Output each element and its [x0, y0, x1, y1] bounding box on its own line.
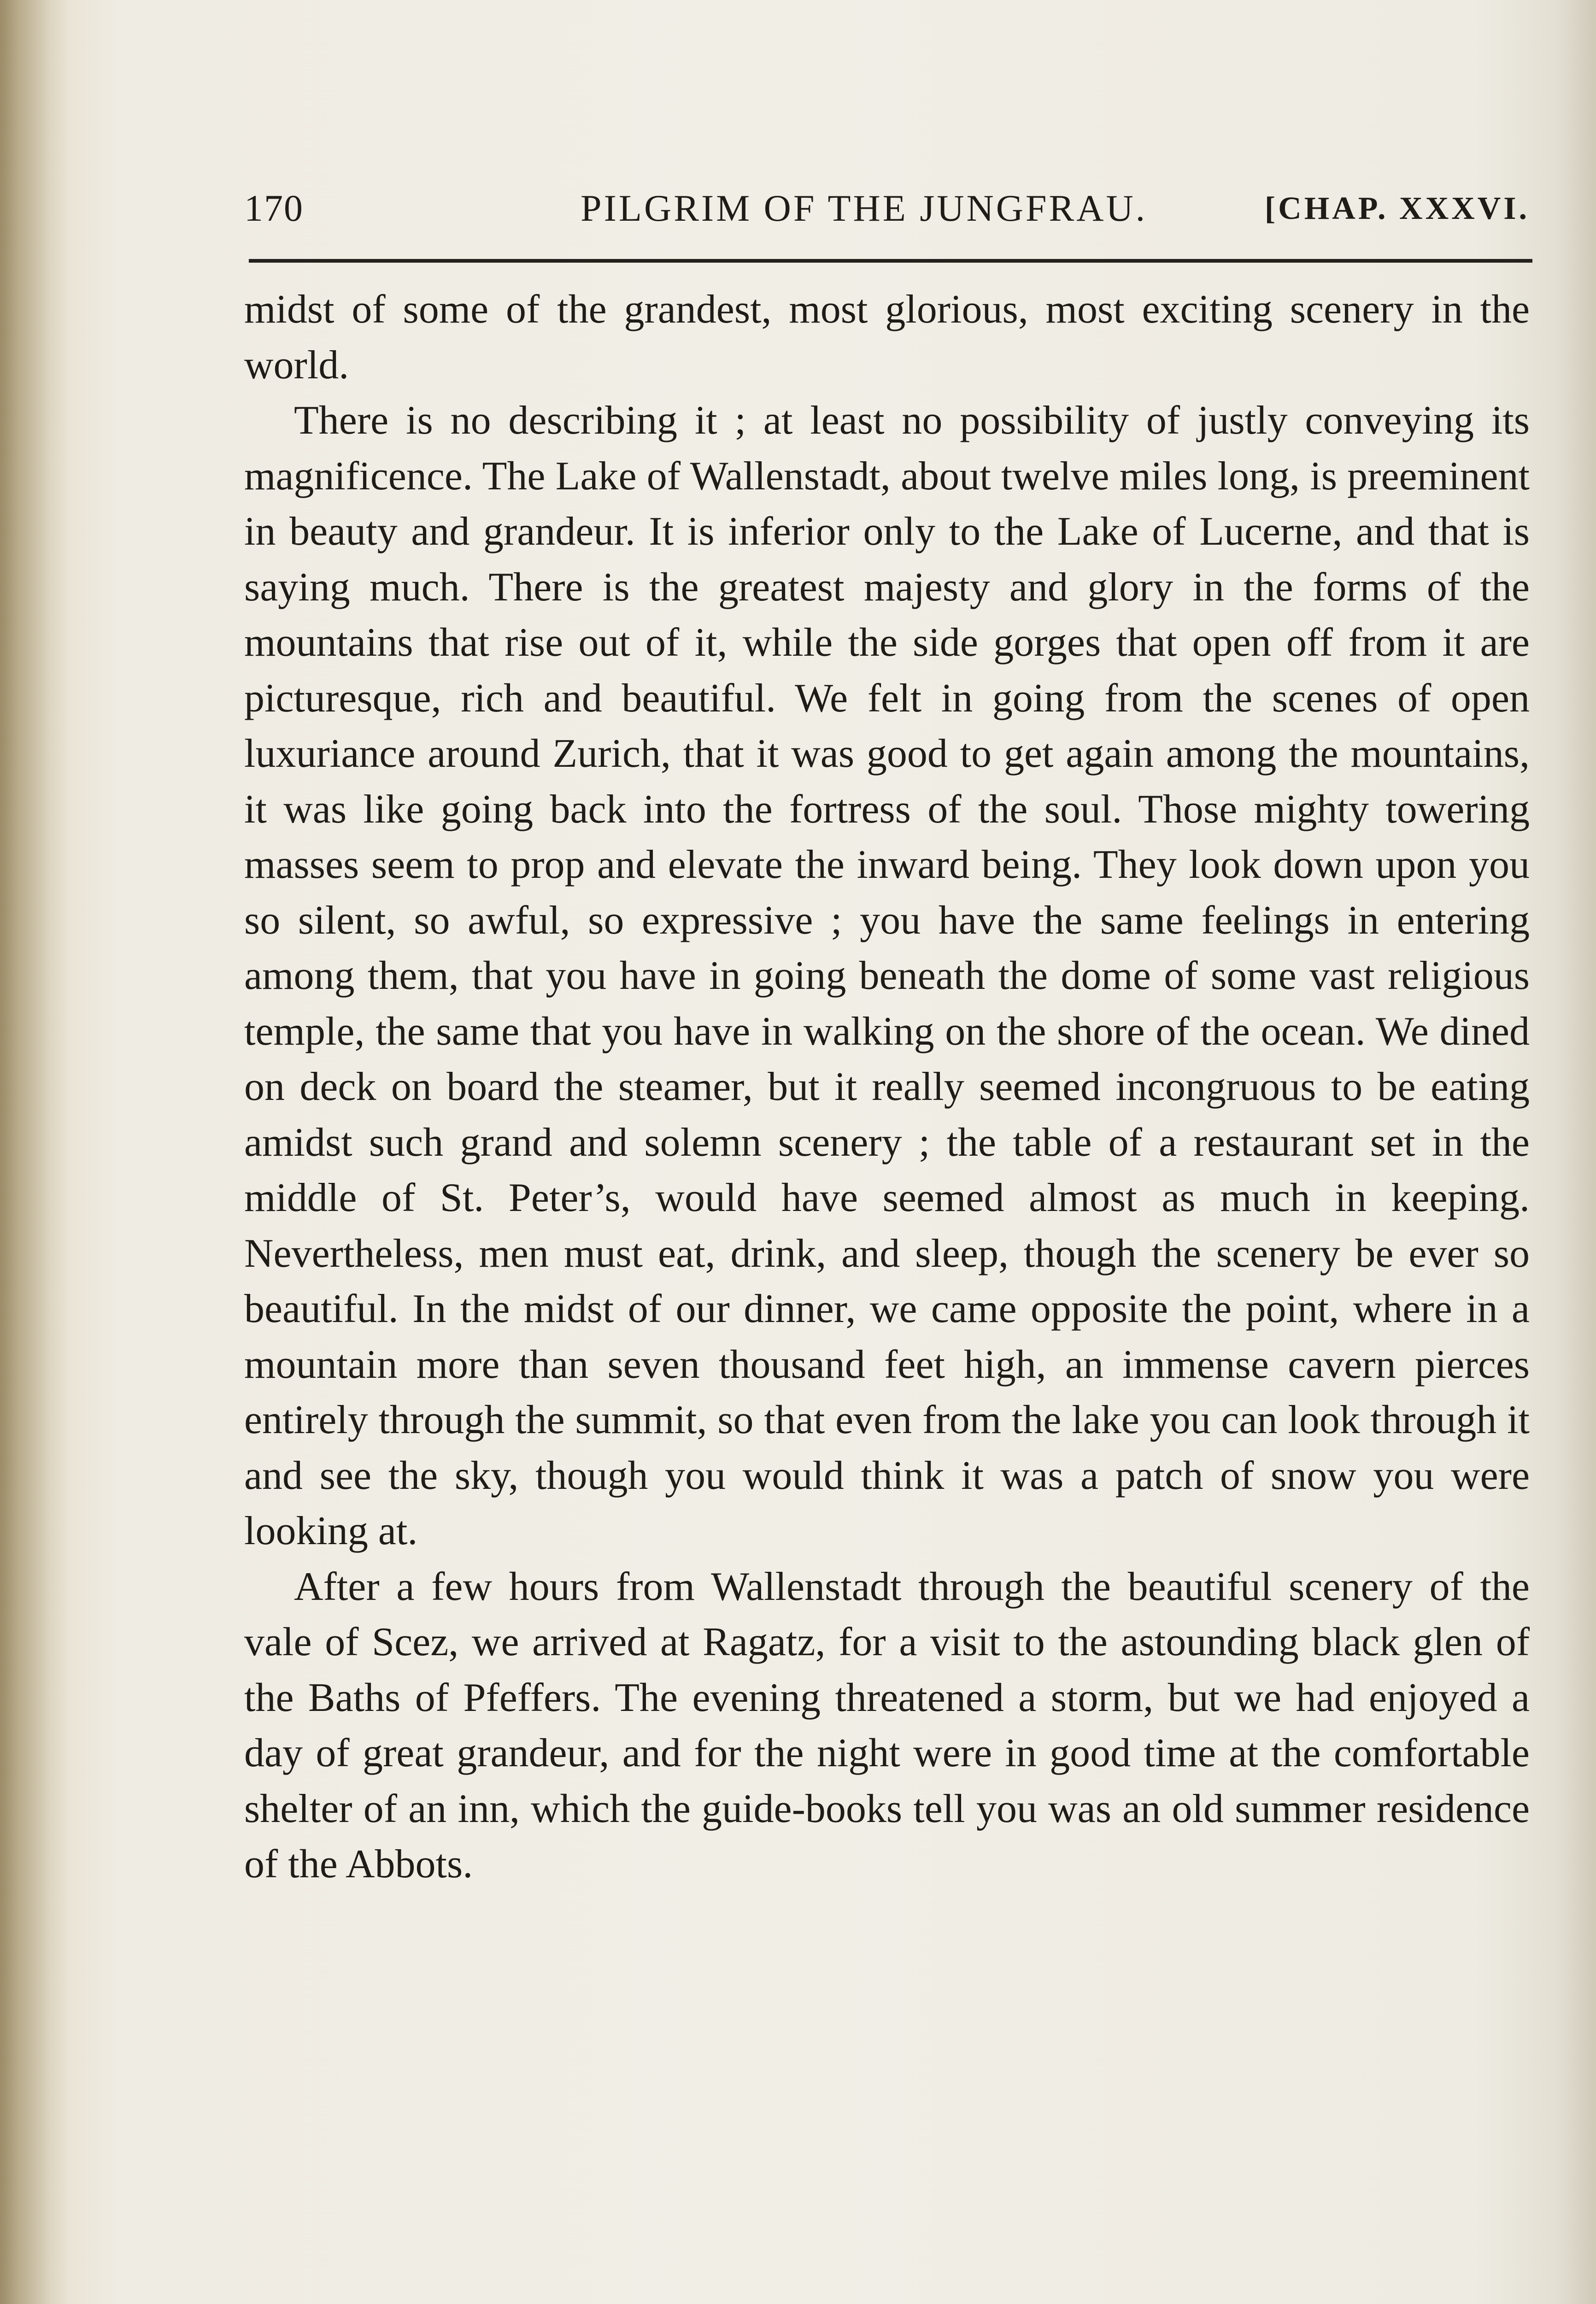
- paragraph-lake-wallenstadt: There is no describing it ; at least no possibility of justly conveying its magnificence. The Lake of Wallenstadt, about twelve miles long, is preeminent in beauty and grandeur. It is inferior only to the Lake of Lucerne, and that is saying much. There is the greatest majesty and glory in the forms of the mountains that rise out of it, while the side gorges that open off from it are picturesque, rich and beautiful. We felt in going from the scenes of open luxuriance around Zurich, that it was good to get again among the mountains, it was like going back into the fortress of the soul. Those mighty towering masses seem to prop and elevate the inward being. They look down upon you so silent, so awful, so expressive ; you have the same feelings in entering among them, that you have in going beneath the dome of some vast religious temple, the same that you have in walking on the shore of the ocean. We dined on deck on board the steamer, but it really seemed incongruous to be eating amidst such grand and solemn scenery ; the table of a restaurant set in the middle of St. Peter’s, would have seemed almost as much in keeping. Nevertheless, men must eat, drink, and sleep, though the scenery be ever so beautiful. In the midst of our dinner, we came opposite the point, where in a mountain more than seven thousand feet high, an immense cavern pierces entirely through the summit, so that even from the lake you can look through it and see the sky, though you would think it was a patch of snow you were looking at.: [244, 398, 1530, 1553]
- running-title: PILGRIM OF THE JUNGFRAU.: [581, 187, 1148, 229]
- running-header: [244, 187, 1530, 237]
- paragraph-continuation: midst of some of the grandest, most glorious, most exciting scenery in the world.: [244, 287, 1530, 388]
- paragraph-ragatz: After a few hours from Wallenstadt through the beautiful scenery of the vale of Scez, we arrived at Ragatz, for a visit to the astounding black glen of the Baths of Pfeffers. The evening threatened a storm, but we had enjoyed a day of great grandeur, and for the night were in good time at the comfortable shelter of an inn, which the guide-books tell you was an old summer residence of the Abbots.: [244, 1564, 1530, 1887]
- page-gutter-shadow: [0, 0, 69, 2304]
- header-rule: [249, 259, 1532, 263]
- body-text: [244, 282, 1530, 1893]
- page-number: 170: [244, 187, 304, 229]
- chapter-reference: [CHAP. XXXVI.: [1264, 191, 1530, 226]
